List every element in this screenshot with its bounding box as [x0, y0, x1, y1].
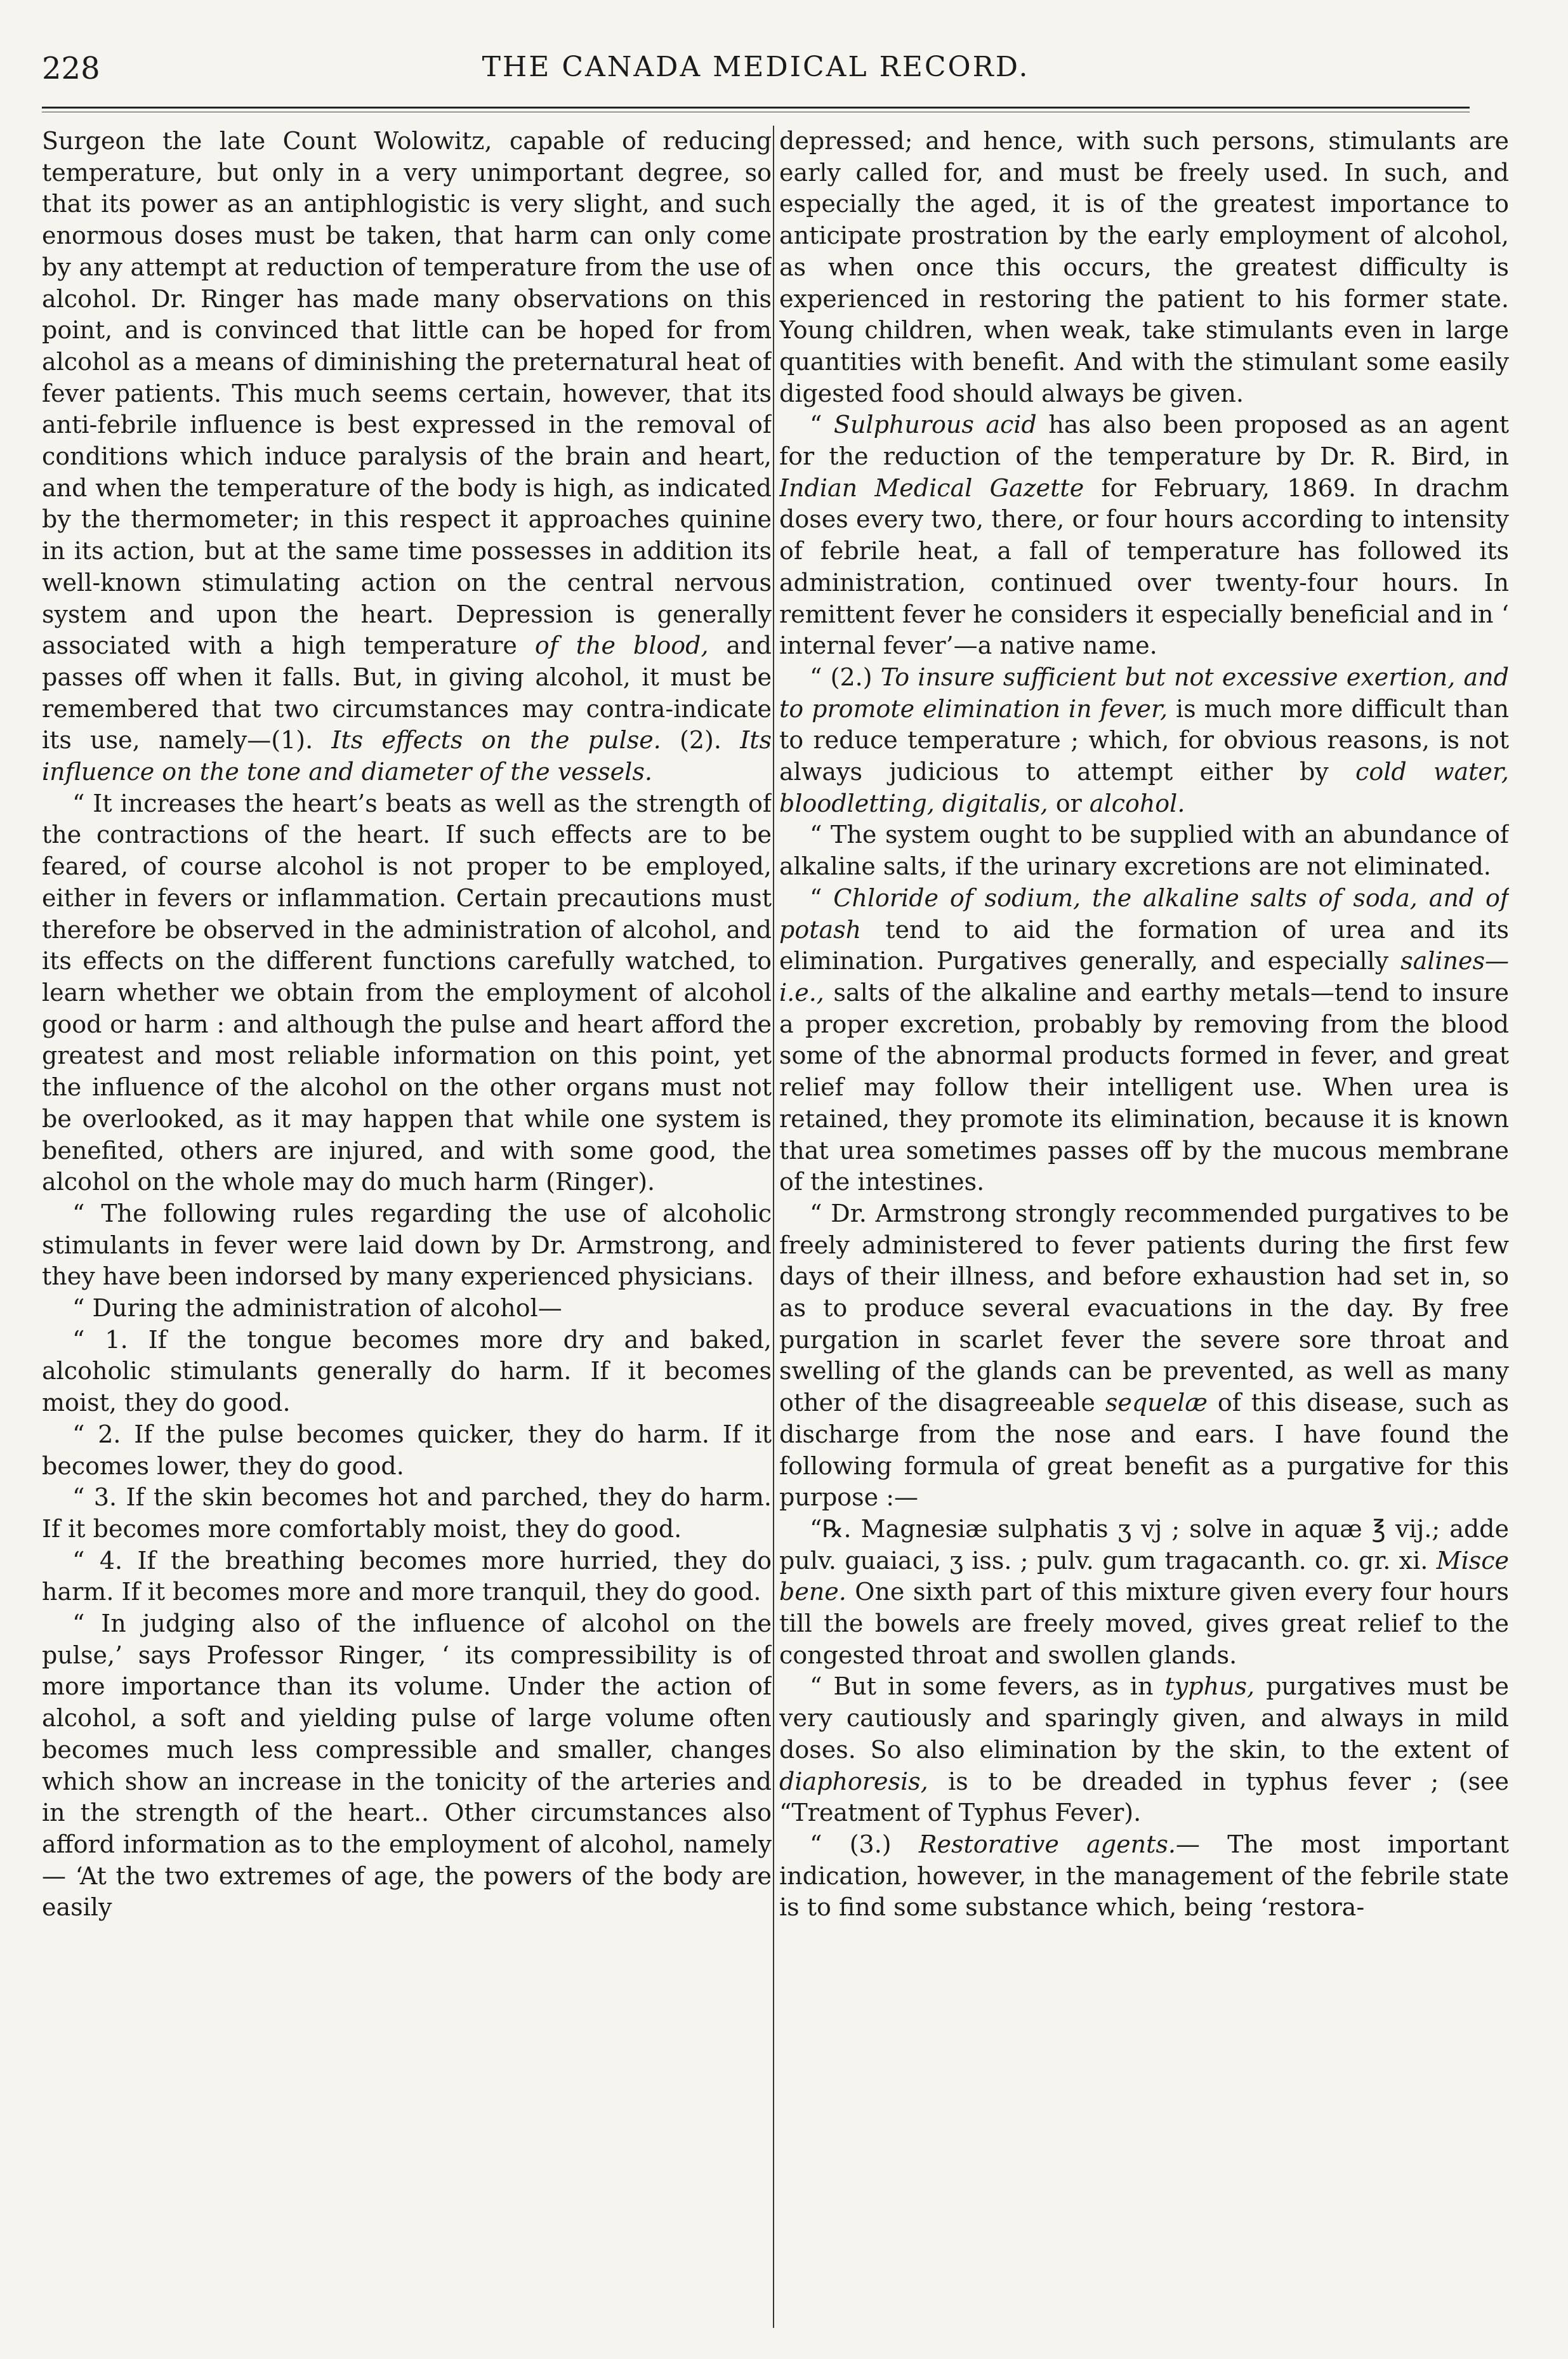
text-run: tend to aid the formation of urea and its elimination. Purgatives generally, and especially [779, 915, 1509, 975]
text-run: (2). [680, 726, 721, 755]
paragraph: depressed; and hence, with such persons, stimulants are early called for, and must be freely used. In such, and especially the aged, it is of the greatest importance to anticipate prostration by the early employment of alcohol, as when once this occurs, the greatest difficulty is experienced in restoring the patient to his former state. Young children, when weak, take stimulants even in large quantities with benefit. And with the stimulant some easily digested food should always be given. [779, 127, 1509, 407]
italic-text: Restorative agents.— [918, 1830, 1200, 1858]
italic-text: sequelæ [1105, 1389, 1208, 1417]
italic-text: Chloride of sodium, the alkaline salts of soda, and of potash [779, 883, 1509, 944]
paragraph [779, 662, 1509, 820]
page-header [42, 44, 1470, 94]
rule-item: “ 2. If the pulse becomes quicker, they do harm. If it becomes lower, they do good. [42, 1420, 772, 1480]
prescription [779, 1514, 1509, 1672]
paragraph: “ During the administration of alcohol— [72, 1294, 562, 1323]
rule-item: “ 1. If the tongue becomes more dry and baked, alcoholic stimulants generally do harm. If it becomes moist, they do good. [42, 1325, 772, 1417]
italic-text: cold water, bloodletting, digitalis, [779, 758, 1509, 817]
italic-text: To insure sufficient but not excessive exertion, and to promote elimination in fever, [779, 663, 1509, 723]
italic-text: diaphoresis, [779, 1767, 928, 1795]
text-run: “ [810, 411, 822, 439]
paragraph: “ The following rules regarding the use of alcoholic stimulants in fever were laid down by Dr. Armstrong, and they have been indorsed by many experienced physicians. [42, 1199, 772, 1291]
page-number: 228 [42, 51, 100, 86]
text-run: “ Dr. Armstrong strongly recommended purgatives to be freely administered to fever patients during the first few days of their illness, and before exhaustion had set in, so as to produce several evacuations in the day. By free purgation in scarlet fever the severe sore throat and swelling of the glands can be prevented, as well as many other of the disagreeable [779, 1199, 1509, 1417]
running-title: THE CANADA MEDICAL RECORD. [482, 51, 1030, 83]
text-run: has also been proposed as an agent for the reduction of the temperature by Dr. R. Bird, in [779, 411, 1509, 471]
text-run: purgatives must be very cautiously and sparingly given, and always in mild doses. So also elimination by the skin, to the extent of [779, 1672, 1509, 1764]
rule-item: “ 3. If the skin becomes hot and parched, they do harm. If it becomes more comfortably moist, they do good. [42, 1483, 772, 1543]
text-run: salts of the alkaline and earthy metals—tend to insure a proper excretion, probably by removing from the blood some of the abnormal products formed in fever, and great relief may follow their intelligent use. When urea is retained, they promote its elimination, because it is known that urea sometimes passes off by the mucous membrane of the intestines. [779, 978, 1509, 1196]
paragraph: “ The system ought to be supplied with an abundance of alkaline salts, if the urinary excretions are not eliminated. [779, 821, 1509, 881]
text-run: or [1055, 789, 1082, 817]
text-run: One sixth part of this mixture given every four hours till the bowels are freely moved, gives great relief to the congested throat and swollen glands. [779, 1578, 1509, 1669]
italic-text: Indian Medical Gazette [779, 473, 1084, 502]
text-run: “ (3.) [810, 1830, 892, 1858]
paragraph [779, 1829, 1509, 1924]
text-run: “ [810, 883, 822, 912]
paragraph [779, 1198, 1509, 1514]
italic-text: alcohol. [1089, 789, 1185, 817]
paragraph [779, 409, 1509, 662]
right-column [779, 126, 1509, 2322]
italic-text: Its influence on the tone and diameter of the vessels. [42, 726, 772, 786]
paragraph: “ In judging also of the influence of alcohol on the pulse,’ says Professor Ringer, ‘ its compressibility is of more importance than its volume. Under the action of alcohol, a soft and yielding pulse of large volume often becomes much less compressible and smaller, changes which show an increase in the tonicity of the arteries and in the strength of the heart.. Other circumstances also afford information as to the employment of alcohol, namely— ‘At the two extremes of age, the powers of the body are easily [42, 1609, 772, 1922]
header-rule [42, 107, 1470, 109]
text-run: “ (2.) [810, 663, 873, 691]
left-column [42, 126, 772, 2322]
italic-text: typhus, [1164, 1672, 1255, 1701]
column-divider [773, 126, 774, 2328]
paragraph: “ It increases the heart’s beats as well as the strength of the contractions of the heart. If such effects are to be feared, of course alcohol is not proper to be employed, either in fevers or inflammation. Certain precautions must therefore be observed in the administration of alcohol, and its effects on the different functions carefully watched, to learn whether we obtain from the employment of alcohol good or harm : and although the pulse and heart afford the greatest and most reliable information on this point, yet the influence of the alcohol on the other organs must not be overlooked, as it may happen that while one system is benefited, others are injured, and with some good, the alcohol on the whole may do much harm (Ringer). [42, 789, 772, 1196]
italic-text: salines—i.e., [779, 947, 1509, 1007]
text-run: The most important indication, however, in the management of the febrile state is to find some substance which, being ‘restora- [779, 1830, 1509, 1922]
paragraph [42, 126, 772, 788]
text-run: is much more difficult than to reduce temperature ; which, for obvious reasons, is not always judicious to attempt either by [779, 694, 1509, 786]
text-run: and passes off when it falls. But, in giving alcohol, it must be remembered that two circumstances may contra-indicate its use, namely—(1). [42, 631, 772, 755]
text-run: “℞. Magnesiæ sulphatis ʒ vj ; solve in aquæ ℥ vij.; adde pulv. guaiaci, ʒ iss. ; pulv. gum tragacanth. co. gr. xi. [779, 1514, 1509, 1575]
italic-text: Misce bene. [779, 1546, 1509, 1606]
italic-text: of the blood, [534, 631, 709, 660]
text-run: “ But in some fevers, as in [810, 1672, 1154, 1701]
rule-item: “ 4. If the breathing becomes more hurried, they do harm. If it becomes more and more tranquil, they do good. [42, 1546, 772, 1606]
text-run: of this disease, such as discharge from the nose and ears. I have found the following formula of great benefit as a purgative for this purpose :— [779, 1389, 1509, 1512]
text-run: Surgeon the late Count Wolowitz, capable of reducing temperature, but only in a very unimportant degree, so that its power as an antiphlogistic is very slight, and such enormous doses must be taken, that harm can only come by any attempt at reduction of temperature from the use of alcohol. Dr. Ringer has made many observations on this point, and is convinced that little can be hoped for from alcohol as a means of diminishing the preternatural heat of fever patients. This much seems certain, however, that its anti-febrile influence is best expressed in the removal of conditions which induce paralysis of the brain and heart, and when the temperature of the body is high, as indicated by the thermometer; in this respect it approaches quinine in its action, but at the same time possesses in addition its well-known stimulating action on the central nervous system and upon the heart. Depression is generally associated with a high temperature [42, 127, 772, 660]
italic-text: Its effects on the pulse. [331, 726, 661, 755]
paragraph [779, 1671, 1509, 1829]
text-run: for February, 1869. In drachm doses every two, there, or four hours according to intensity of febrile heat, a fall of temperature has followed its administration, continued over twenty-four hours. In remittent fever he considers it especially beneficial and in ‘ internal fever’—a native name. [779, 473, 1509, 660]
italic-text: Sulphurous acid [833, 411, 1037, 439]
paragraph [779, 883, 1509, 1198]
text-run: is to be dreaded in typhus fever ; (see “Treatment of Typhus Fever). [779, 1767, 1509, 1827]
